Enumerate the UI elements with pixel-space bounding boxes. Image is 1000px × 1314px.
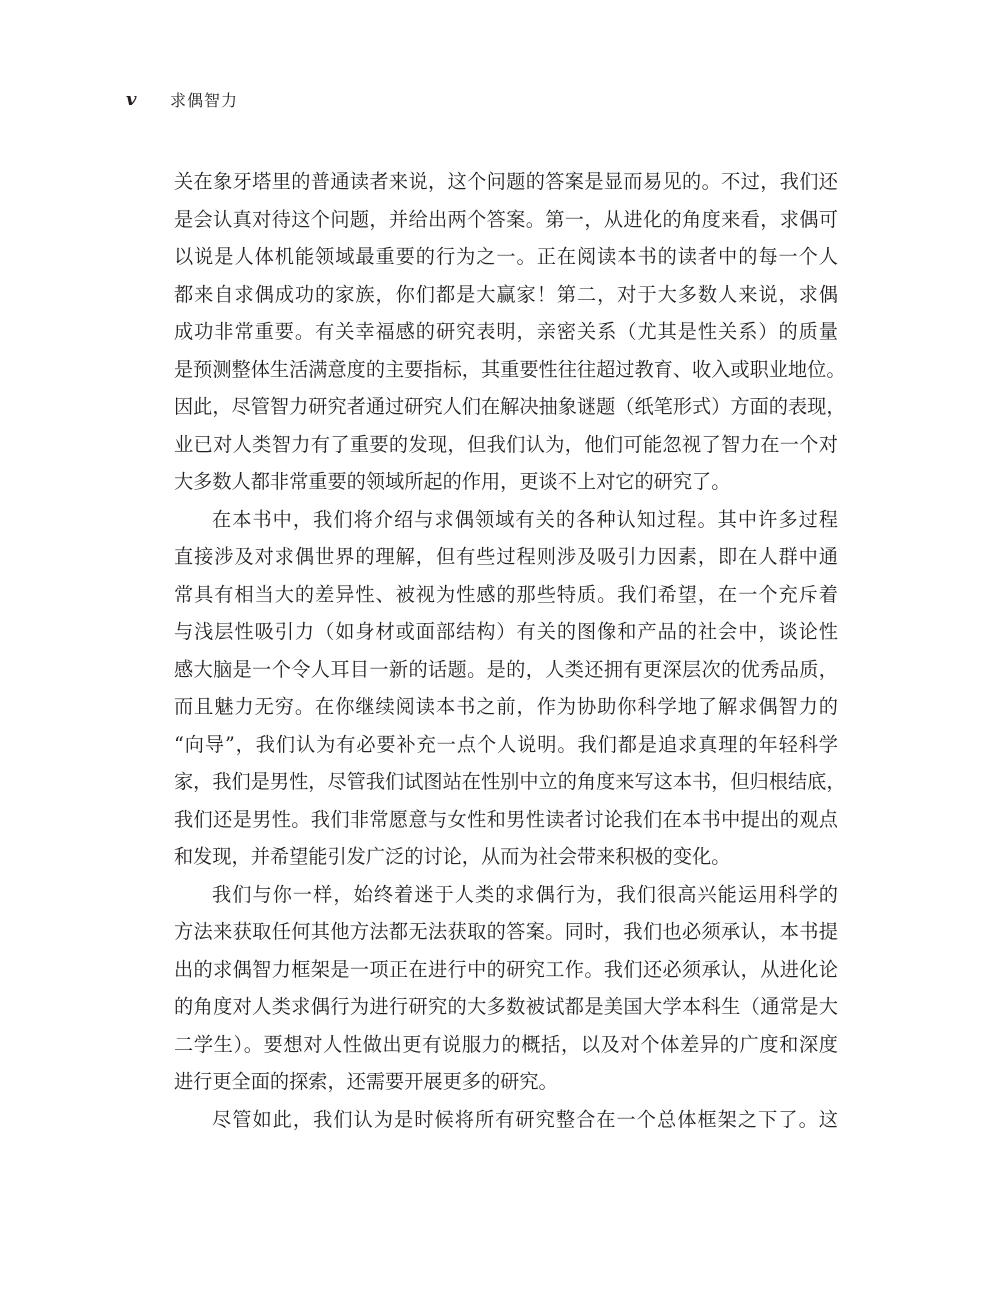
- text-line: 都来自求偶成功的家族，你们都是大赢家！第二，对于大多数人来说，求偶: [174, 282, 838, 306]
- text-line: 因此，尽管智力研究者通过研究人们在解决抽象谜题（纸笔形式）方面的表现，: [174, 395, 846, 418]
- text-line: “向导”，我们认为有必要补充一点个人说明。我们都是追求真理的年轻科学: [174, 732, 838, 756]
- text-line: 方法来获取任何其他方法都无法获取的答案。同时，我们也必须承认，本书提: [174, 920, 838, 943]
- text-line: 二学生）。要想对人性做出更有说服力的概括，以及对个体差异的广度和深度: [174, 1032, 838, 1056]
- text-line: 常具有相当大的差异性、被视为性感的那些特质。我们希望，在一个充斥着: [174, 582, 838, 606]
- text-line: 与浅层性吸引力（如身材或面部结构）有关的图像和产品的社会中，谈论性: [174, 620, 838, 643]
- text-line: 业已对人类智力有了重要的发现，但我们认为，他们可能忽视了智力在一个对: [174, 432, 838, 456]
- paragraph: [174, 876, 838, 1101]
- text-line: 是会认真对待这个问题，并给出两个答案。第一，从进化的角度来看，求偶可: [174, 207, 838, 231]
- text-line: 的角度对人类求偶行为进行研究的大多数被试都是美国大学本科生（通常是大: [174, 995, 838, 1018]
- paragraph: [174, 163, 846, 501]
- text-line: 直接涉及对求偶世界的理解，但有些过程则涉及吸引力因素，即在人群中通: [174, 545, 838, 568]
- text-line: 在本书中，我们将介绍与求偶领域有关的各种认知过程。其中许多过程: [212, 507, 838, 531]
- text-line: 大多数人都非常重要的领域所起的作用，更谈不上对它的研究了。: [174, 470, 731, 493]
- text-line: 进行更全面的探索，还需要开展更多的研究。: [174, 1070, 558, 1093]
- text-line: 出的求偶智力框架是一项正在进行中的研究工作。我们还必须承认，从进化论: [174, 957, 838, 981]
- text-line: 关在象牙塔里的普通读者来说，这个问题的答案是显而易见的。不过，我们还: [174, 170, 838, 193]
- text-line: 我们与你一样，始终着迷于人类的求偶行为，我们很高兴能运用科学的: [212, 882, 838, 906]
- page-number: v: [126, 88, 137, 110]
- text-line: 感大脑是一个令人耳目一新的话题。是的，人类还拥有更深层次的优秀品质，: [174, 657, 838, 681]
- running-head: [126, 84, 238, 114]
- text-line: 成功非常重要。有关幸福感的研究表明，亲密关系（尤其是性关系）的质量: [174, 320, 838, 343]
- text-line: 是预测整体生活满意度的主要指标，其重要性往往超过教育、收入或职业地位。: [174, 357, 846, 381]
- text-line: 家，我们是男性，尽管我们试图站在性别中立的角度来写这本书，但归根结底，: [174, 770, 846, 793]
- text-line: 尽管如此，我们认为是时候将所有研究整合在一个总体框架之下了。这: [212, 1107, 838, 1131]
- text-line: 而且魅力无穷。在你继续阅读本书之前，作为协助你科学地了解求偶智力的: [174, 695, 838, 718]
- text-line: 我们还是男性。我们非常愿意与女性和男性读者讨论我们在本书中提出的观点: [174, 807, 838, 831]
- paragraph: [174, 1101, 838, 1139]
- body-text: [174, 163, 846, 1138]
- paragraph: [174, 501, 846, 876]
- text-line: 以说是人体机能领域最重要的行为之一。正在阅读本书的读者中的每一个人: [174, 245, 838, 268]
- text-line: 和发现，并希望能引发广泛的讨论，从而为社会带来积极的变化。: [174, 845, 731, 868]
- book-title: 求偶智力: [170, 90, 239, 110]
